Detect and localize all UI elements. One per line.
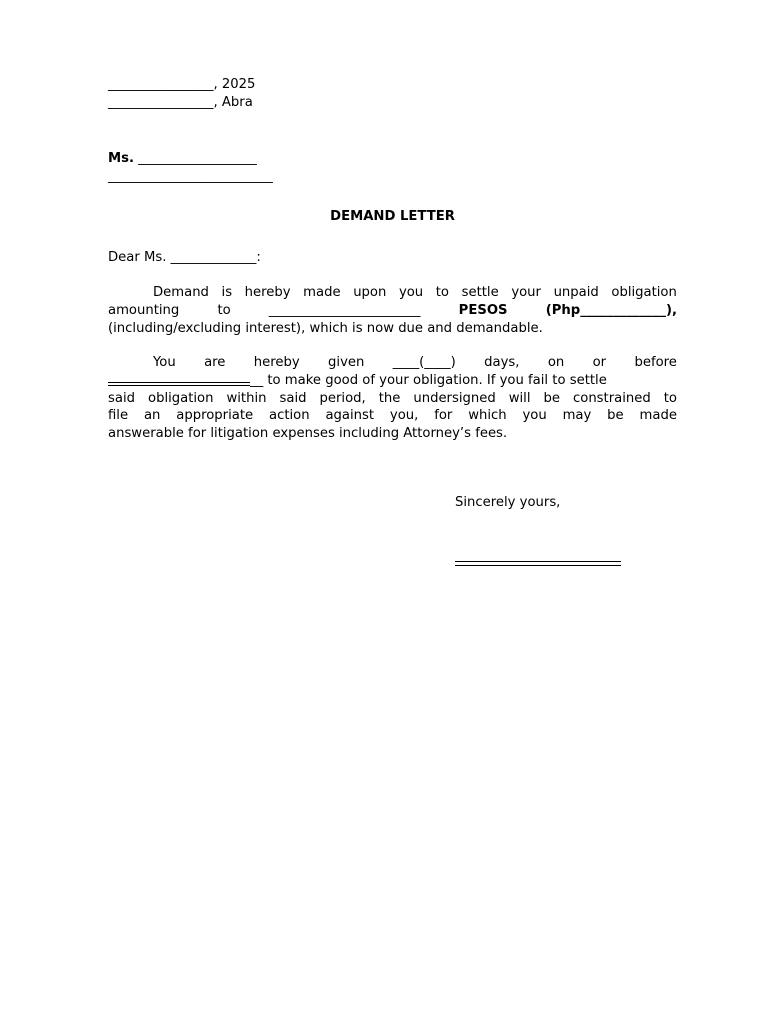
addressee-address-blank: _________________________ — [108, 168, 273, 184]
date-place-block — [108, 76, 677, 112]
salutation-prefix: Ms. — [108, 151, 134, 166]
addressee-block — [108, 150, 677, 186]
paragraph-2-line-3: said obligation within said period, the undersigned will be constrained to — [108, 390, 677, 406]
deadline-date-blank — [108, 382, 250, 386]
signature-line — [455, 561, 621, 566]
paragraph-1-line-3: (including/excluding interest), which is now due and demandable. — [108, 320, 543, 336]
paragraph-2-line-1: You are hereby given ____(____) days, on or before — [153, 355, 677, 370]
addressee-name-blank: __________________ — [138, 151, 257, 166]
addressee-name-line — [108, 150, 677, 168]
paragraph-2-line-5: answerable for litigation expenses including Attorney’s fees. — [108, 426, 508, 442]
paragraph-1 — [108, 284, 677, 337]
closing: Sincerely yours, — [455, 495, 561, 510]
place-line: ________________, Abra — [108, 94, 253, 110]
greeting: Dear Ms. _____________: — [108, 250, 261, 265]
php-blank: (Php_____________), — [545, 302, 677, 318]
pesos-label: PESOS — [458, 302, 508, 318]
paragraph-2 — [108, 354, 677, 443]
paragraph-1-line-1: Demand is hereby made upon you to settle your unpaid obligation — [153, 285, 677, 300]
document-title: DEMAND LETTER — [330, 209, 455, 224]
paragraph-1-line-2: amounting to _______________________ PESOS (Php_____________), — [108, 302, 677, 318]
paragraph-2-line-2: __ to make good of your obligation. If you fail to settle — [108, 372, 677, 390]
date-line: ________________, 2025 — [108, 77, 256, 92]
paragraph-2-line-4: file an appropriate action against you, for which you may be made — [108, 408, 677, 424]
